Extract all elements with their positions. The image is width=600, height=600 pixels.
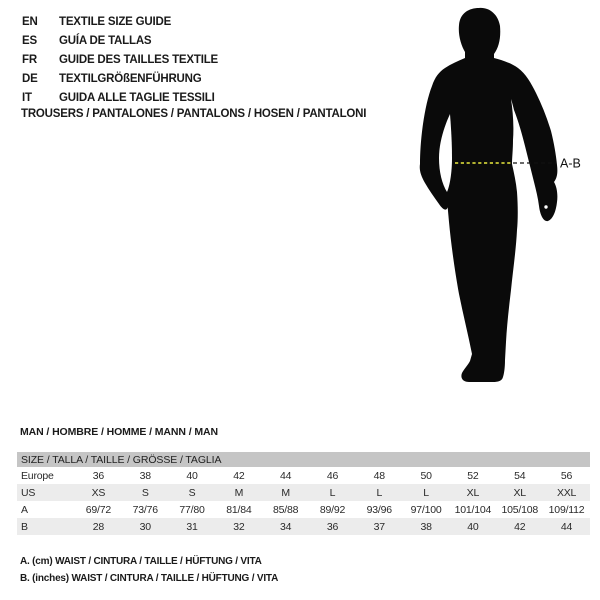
size-cell: S (141, 486, 149, 499)
size-cell: 97/100 (410, 503, 442, 516)
size-cell: 31 (186, 520, 198, 533)
size-row-b (17, 518, 590, 535)
language-code: FR (22, 54, 37, 66)
size-cell: 48 (373, 469, 385, 482)
size-cell: 85/88 (273, 503, 299, 516)
size-cell: 34 (280, 520, 292, 533)
size-cell: 40 (186, 469, 198, 482)
size-cell: 50 (420, 469, 432, 482)
size-cell: 38 (420, 520, 432, 533)
size-cell: 81/84 (226, 503, 252, 516)
size-cell: 38 (139, 469, 151, 482)
size-cell: 89/92 (319, 503, 346, 516)
size-cell: 40 (467, 520, 479, 533)
size-cell: 42 (514, 520, 526, 533)
language-row-de (22, 70, 218, 89)
size-cell: 69/72 (85, 503, 112, 516)
size-cell: 36 (326, 520, 339, 533)
size-cell: S (188, 486, 196, 499)
measure-note-a: A. (cm) WAIST / CINTURA / TAILLE / HÜFTUNG / VITA (20, 556, 262, 567)
size-cell: 37 (373, 520, 385, 533)
size-cell: M (234, 486, 244, 499)
language-row-fr (22, 51, 218, 70)
size-row-europe (17, 467, 590, 484)
size-cell: XL (466, 486, 480, 499)
size-cell: 109/112 (548, 503, 585, 516)
size-cell: 44 (560, 520, 573, 533)
language-code: DE (22, 73, 38, 85)
size-row-label: US (21, 486, 36, 499)
size-cell: 101/104 (454, 503, 492, 516)
size-cell: 105/108 (501, 503, 538, 516)
language-row-es (22, 32, 218, 51)
size-cell: 56 (560, 469, 573, 482)
section-heading-man: MAN / HOMBRE / HOMME / MANN / MAN (20, 426, 218, 438)
size-cell: 30 (139, 520, 151, 533)
size-table-header: SIZE / TALLA / TAILLE / GRÖSSE / TAGLIA (17, 452, 590, 467)
size-cell: 46 (326, 469, 339, 482)
language-code: ES (22, 35, 37, 47)
man-silhouette-icon (405, 0, 600, 400)
language-label: GUIDA ALLE TAGLIE TESSILI (59, 92, 215, 104)
size-cell: L (423, 486, 429, 499)
size-row-label: A (21, 503, 28, 516)
product-line: TROUSERS / PANTALONES / PANTALONS / HOSEN / PANTALONI (21, 108, 367, 120)
size-table (17, 452, 590, 535)
size-row-a (17, 501, 590, 518)
size-cell: XL (513, 486, 526, 499)
size-cell: M (281, 486, 290, 499)
size-cell: 52 (467, 469, 479, 482)
language-code: IT (22, 92, 32, 104)
size-cell: XS (91, 486, 106, 499)
size-row-label: Europe (21, 469, 54, 482)
language-list (22, 13, 218, 108)
size-cell: 93/96 (366, 503, 392, 516)
size-table-header-row (17, 452, 590, 467)
size-row-us (17, 484, 590, 501)
size-cell: XXL (556, 486, 577, 499)
measure-label: A-B (560, 156, 581, 171)
measure-note-b: B. (inches) WAIST / CINTURA / TAILLE / HÜFTUNG / VITA (20, 573, 279, 585)
measure-notes (20, 553, 278, 588)
size-cell: 32 (233, 520, 245, 533)
language-row-it (22, 89, 218, 108)
size-cell: 44 (280, 469, 292, 482)
size-cell: L (376, 486, 383, 499)
language-label: GUIDE DES TAILLES TEXTILE (59, 54, 218, 66)
language-code: EN (22, 16, 38, 28)
size-cell: 73/76 (132, 503, 158, 516)
size-cell: L (329, 486, 336, 499)
size-cell: 42 (233, 469, 245, 482)
language-label: GUÍA DE TALLAS (59, 35, 152, 47)
size-cell: 54 (514, 469, 526, 482)
language-label: TEXTILE SIZE GUIDE (59, 16, 172, 28)
size-cell: 36 (92, 469, 105, 482)
size-row-label: B (21, 520, 28, 533)
language-row-en (22, 13, 218, 32)
size-cell: 28 (92, 520, 105, 533)
size-cell: 77/80 (179, 503, 205, 516)
body-silhouette-figure (405, 0, 600, 400)
language-label: TEXTILGRÖßENFÜHRUNG (59, 73, 202, 85)
